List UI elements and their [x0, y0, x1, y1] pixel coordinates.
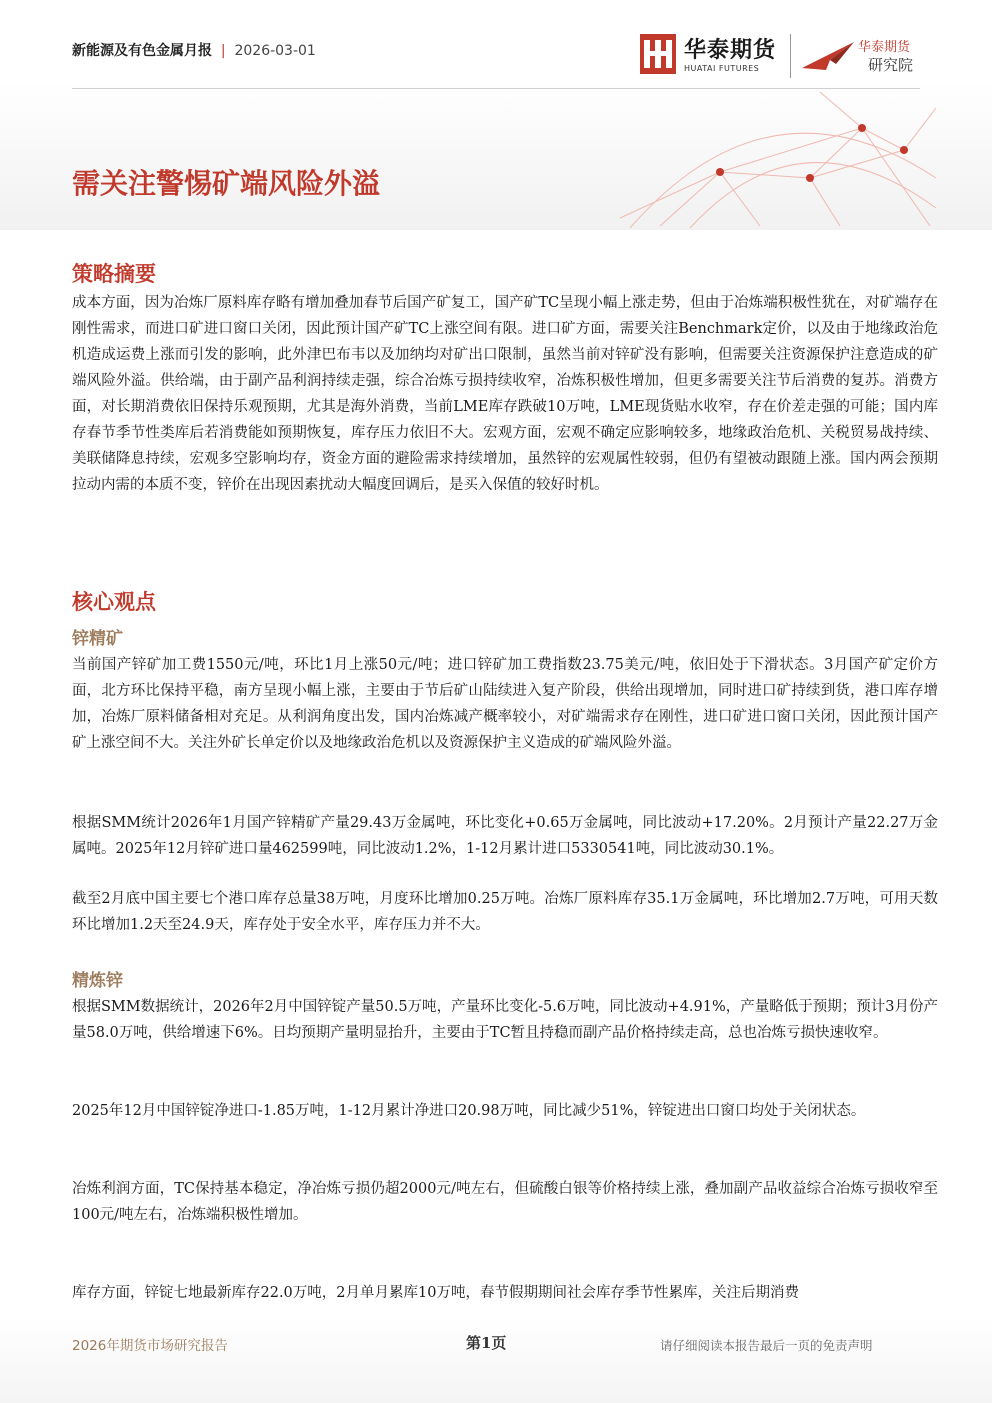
strategy-heading: 策略摘要 — [72, 262, 156, 286]
refined-zinc-paragraph-2: 2025年12月中国锌锭净进口-1.85万吨，1-12月累计净进口20.98万吨，同比减少51%，锌锭进出口窗口均处于关闭状态。 — [72, 1103, 866, 1119]
institute-name-top: 华泰期货 — [858, 40, 911, 55]
footer-background — [0, 1318, 992, 1403]
disclaimer-note: 请仔细阅读本报告最后一页的免责声明 — [660, 1338, 873, 1353]
brand-name-en: HUATAI FUTURES — [684, 64, 760, 73]
brand-divider — [790, 34, 791, 78]
brand-name-cn: 华泰期货 — [684, 38, 777, 63]
page-number: 第1页 — [466, 1334, 507, 1352]
refined-zinc-paragraph-1: 根据SMM数据统计，2026年2月中国锌锭产量50.5万吨，产量环比变化-5.6万吨，同比波动+4.91%，产量略低于预期；预计3月份产量58.0万吨，供给增速下6%。日均预期产量明显抬升，主要由于TC暂且持稳而副产品价格持续走高，总也冶炼亏损快速收窄。 — [72, 999, 938, 1041]
strategy-summary: 成本方面，因为冶炼厂原料库存略有增加叠加春节后国产矿复工，国产矿TC呈现小幅上涨走势，但由于冶炼端积极性犹在，对矿端存在刚性需求，而进口矿进口窗口关闭，因此预计国产矿TC上涨空间有限。进口矿方面，需要关注Benchmark定价，以及由于地缘政治危机造成运费上涨而引发的影响，此外津巴布韦以及加纳均对矿出口限制，虽然当前对锌矿没有影响，但需要关注资源保护注意造成的矿端风险外溢。供给端，由于副产品利润持续走强，综合冶炼亏损持续收窄，冶炼积极性增加，但更多需要关注节后消费的复苏。消费方面，对长期消费依旧保持乐观预期，尤其是海外消费，当前LME库存跌破10万吨，LME现货贴水收窄，存在价差走强的可能；国内库存春节季节性类库后若消费能如预期恢复，库存压力依旧不大。宏观方面，宏观不确定应影响较多，地缘政治危机、关税贸易战持续、美联储降息持续，宏观多空影响均存，资金方面的避险需求持续增加，虽然锌的宏观属性较弱，但仍有望被动跟随上涨。国内两会预期拉动内需的本质不变，锌价在出现因素扰动大幅度回调后，是买入保值的较好时机。 — [72, 295, 938, 493]
network-decoration-icon — [600, 88, 940, 230]
report-title: 需关注警惕矿端风险外溢 — [72, 167, 381, 200]
refined-zinc-heading: 精炼锌 — [72, 971, 123, 991]
institute-name-bottom: 研究院 — [868, 56, 914, 74]
report-header — [72, 40, 316, 60]
huatai-logo-icon — [640, 34, 676, 74]
zinc-ore-paragraph-3: 截至2月底中国主要七个港口库存总量38万吨，月度环比增加0.25万吨。冶炼厂原料库存35.1万金属吨，环比增加2.7万吨，可用天数环比增加1.2天至24.9天，库存处于安全水平，库存压力并不大。 — [72, 891, 938, 933]
zinc-ore-heading: 锌精矿 — [72, 629, 123, 649]
zinc-ore-paragraph-2: 根据SMM统计2026年1月国产锌精矿产量29.43万金属吨，环比变化+0.65万金属吨，同比波动+17.20%。2月预计产量22.27万金属吨。2025年12月锌矿进口量462599吨，同比波动1.2%，1-12月累计进口5330541吨，同比波动30.1%。 — [72, 815, 938, 857]
brand-logo — [640, 30, 940, 86]
report-series: 新能源及有色金属月报 — [72, 43, 212, 59]
report-date: 2026-03-01 — [234, 43, 316, 59]
header-separator: | — [220, 43, 226, 59]
institute-logo-icon — [800, 38, 856, 72]
zinc-ore-paragraph-1: 当前国产锌矿加工费1550元/吨，环比1月上涨50元/吨；进口锌矿加工费指数23.75美元/吨，依旧处于下滑状态。3月国产矿定价方面，北方环比保持平稳，南方呈现小幅上涨，主要由于节后矿山陆续进入复产阶段，供给出现增加，同时进口矿持续到货，港口库存增加，冶炼厂原料储备相对充足。从利润角度出发，国内冶炼减产概率较小，对矿端需求存在刚性，进口矿进口窗口关闭，因此预计国产矿上涨空间不大。关注外矿长单定价以及地缘政治危机以及资源保护主义造成的矿端风险外溢。 — [72, 657, 938, 751]
refined-zinc-paragraph-3: 冶炼利润方面，TC保持基本稳定，净冶炼亏损仍超2000元/吨左右，但硫酸白银等价格持续上涨，叠加副产品收益综合冶炼亏损收窄至100元/吨左右，冶炼端积极性增加。 — [72, 1181, 938, 1223]
refined-zinc-paragraph-4: 库存方面，锌锭七地最新库存22.0万吨，2月单月累库10万吨，春节假期期间社会库存季节性累库，关注后期消费 — [72, 1285, 799, 1301]
core-views-heading: 核心观点 — [72, 590, 156, 614]
footer-report-name: 2026年期货市场研究报告 — [72, 1338, 228, 1354]
